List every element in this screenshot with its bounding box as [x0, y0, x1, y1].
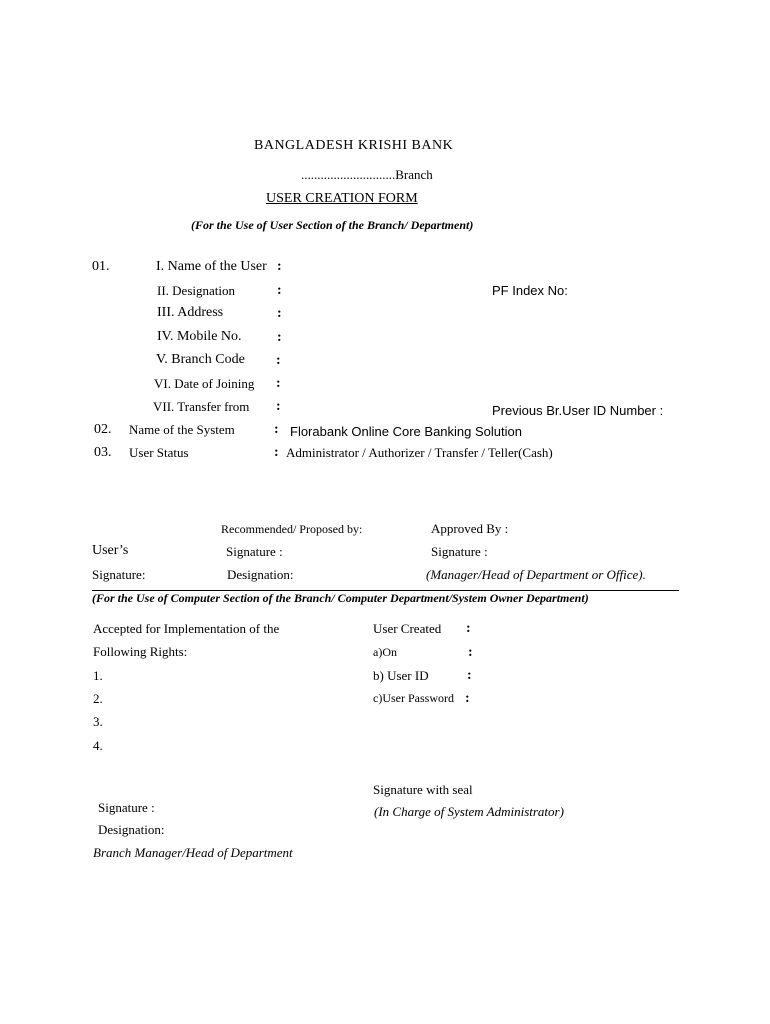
colon: : — [276, 376, 281, 391]
colon: : — [277, 283, 282, 298]
section-number-01: 01. — [92, 259, 110, 274]
branch-manager-note: Branch Manager/Head of Department — [93, 845, 293, 860]
colon: : — [277, 306, 282, 321]
label-transfer-from: VII. Transfer from — [153, 399, 250, 414]
label-user-status: User Status — [129, 445, 189, 460]
label-name-of-system: Name of the System — [129, 422, 235, 437]
label-name-of-user: I. Name of the User — [156, 259, 267, 274]
form-title: USER CREATION FORM — [266, 191, 418, 206]
pf-index-label: PF Index No: — [492, 283, 568, 298]
user-id-label: b) User ID — [373, 668, 429, 683]
bank-name: BANGLADESH KRISHI BANK — [254, 138, 454, 153]
label-designation: II. Designation — [157, 283, 235, 298]
signature-with-seal-label: Signature with seal — [373, 782, 473, 797]
colon: : — [276, 399, 281, 414]
user-signature-label: Signature: — [92, 567, 146, 582]
colon: : — [466, 621, 471, 636]
branch-line: .............................Branch — [301, 167, 433, 182]
right-item: 1. — [93, 668, 103, 683]
system-name-value: Florabank Online Core Banking Solution — [290, 424, 522, 439]
form-subtitle: (For the Use of User Section of the Branch/ Department) — [191, 218, 474, 232]
user-status-value: Administrator / Authorizer / Transfer / Teller(Cash) — [286, 445, 553, 460]
colon: : — [468, 645, 473, 660]
section-number-03: 03. — [94, 445, 112, 460]
user-created-label: User Created — [373, 621, 442, 636]
recommender-signature-label: Signature : — [226, 544, 283, 559]
label-address: III. Address — [157, 305, 224, 320]
label-mobile-no: IV. Mobile No. — [157, 329, 242, 344]
right-item: 2. — [93, 691, 103, 706]
accepted-line-2: Following Rights: — [93, 644, 188, 659]
colon: : — [274, 445, 279, 460]
colon: : — [274, 422, 279, 437]
colon: : — [467, 668, 472, 683]
section-number-02: 02. — [94, 422, 112, 437]
colon: : — [276, 353, 281, 368]
previous-user-id-label: Previous Br.User ID Number : — [492, 403, 664, 418]
computer-section-heading: (For the Use of Computer Section of the Branch/ Computer Department/System Owner Department) — [92, 591, 589, 605]
colon: : — [277, 259, 282, 274]
user-password-label: c)User Password — [373, 691, 454, 705]
colon: : — [465, 691, 470, 706]
recommended-by-label: Recommended/ Proposed by: — [221, 522, 363, 536]
signature-label: Signature : — [98, 800, 155, 815]
designation-label: Designation: — [98, 822, 165, 837]
label-date-of-joining: VI. Date of Joining — [154, 376, 255, 391]
right-item: 4. — [93, 738, 103, 753]
approver-signature-label: Signature : — [431, 544, 488, 559]
recommender-designation-label: Designation: — [227, 567, 294, 582]
colon: : — [277, 330, 282, 345]
approved-by-label: Approved By : — [431, 521, 509, 536]
in-charge-note: (In Charge of System Administrator) — [374, 804, 564, 819]
users-label: User’s — [92, 543, 129, 558]
accepted-line-1: Accepted for Implementation of the — [93, 621, 280, 636]
right-item: 3. — [93, 714, 103, 729]
on-label: a)On — [373, 645, 397, 659]
label-branch-code: V. Branch Code — [156, 352, 245, 367]
approver-note: (Manager/Head of Department or Office). — [426, 567, 646, 582]
